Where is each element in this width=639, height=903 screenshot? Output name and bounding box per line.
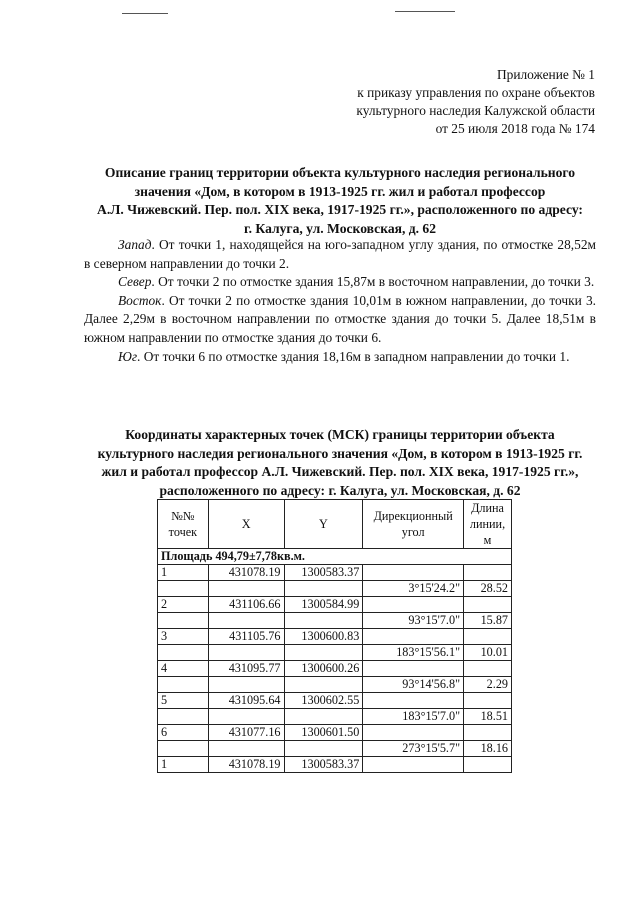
cell-point	[158, 581, 209, 597]
cell-y: 1300600.26	[284, 661, 363, 677]
header-point-line2: точек	[168, 525, 198, 539]
west-text: . От точки 1, находящейся на юго-западном углу здания, по отмостке 28,52м в северном направлении до точки 2.	[84, 237, 596, 271]
cell-angle	[363, 693, 464, 709]
cell-angle	[363, 725, 464, 741]
header-length-line3: м	[483, 533, 492, 547]
coordinates-table	[157, 499, 512, 773]
cell-x	[208, 613, 284, 629]
cell-point: 3	[158, 629, 209, 645]
cell-y: 1300602.55	[284, 693, 363, 709]
table-row	[158, 693, 512, 709]
cell-angle	[363, 597, 464, 613]
header-y: Y	[284, 500, 363, 549]
cell-angle	[363, 629, 464, 645]
title-line: г. Калуга, ул. Московская, д. 62	[243, 220, 437, 236]
header-length	[464, 500, 512, 549]
cell-angle: 3°15'24.2"	[363, 581, 464, 597]
cell-x: 431105.76	[208, 629, 284, 645]
cell-y	[284, 581, 363, 597]
cell-y	[284, 741, 363, 757]
cell-x: 431095.77	[208, 661, 284, 677]
cell-point	[158, 677, 209, 693]
north-paragraph	[84, 273, 596, 292]
cell-y	[284, 709, 363, 725]
cell-y: 1300600.83	[284, 629, 363, 645]
cell-point: 1	[158, 565, 209, 581]
south-label: Юг	[118, 348, 138, 364]
coords-title-line: расположенного по адресу: г. Калуга, ул. Московская, д. 62	[159, 482, 521, 498]
cell-length	[464, 597, 512, 613]
table-row	[158, 677, 512, 693]
cell-length	[464, 693, 512, 709]
cell-length: 18.51	[464, 709, 512, 725]
document-title	[70, 164, 610, 238]
area-row	[158, 549, 512, 565]
cell-length	[464, 565, 512, 581]
cell-y	[284, 645, 363, 661]
north-label: Север	[118, 274, 152, 290]
cell-x	[208, 645, 284, 661]
cell-point	[158, 613, 209, 629]
cell-length: 18.16	[464, 741, 512, 757]
header-length-line2: линии,	[469, 517, 506, 531]
cell-angle	[363, 565, 464, 581]
header-point-line1: №№	[171, 509, 195, 523]
cell-angle: 273°15'5.7"	[363, 741, 464, 757]
cell-x	[208, 741, 284, 757]
cell-x	[208, 709, 284, 725]
cell-angle: 183°15'56.1"	[363, 645, 464, 661]
cell-point: 2	[158, 597, 209, 613]
table-row	[158, 645, 512, 661]
cell-length	[464, 757, 512, 773]
coords-title-line: культурного наследия регионального значения «Дом, в котором в 1913-1925 гг.	[97, 445, 583, 461]
header-angle-line2: угол	[401, 525, 425, 539]
table-row	[158, 709, 512, 725]
cell-point	[158, 709, 209, 725]
cell-length: 15.87	[464, 613, 512, 629]
cell-x: 431078.19	[208, 757, 284, 773]
coordinates-title	[70, 426, 610, 500]
coords-title-line: Координаты характерных точек (МСК) границы территории объекта	[125, 427, 555, 442]
west-paragraph	[84, 236, 596, 273]
cell-x: 431095.64	[208, 693, 284, 709]
cell-angle: 93°14'56.8"	[363, 677, 464, 693]
table-row	[158, 565, 512, 581]
header-point	[158, 500, 209, 549]
title-line: значения «Дом, в котором в 1913-1925 гг. жил и работал профессор	[134, 183, 546, 199]
cell-y: 1300583.37	[284, 757, 363, 773]
south-paragraph	[84, 348, 596, 367]
cell-point: 5	[158, 693, 209, 709]
cell-angle: 93°15'7.0"	[363, 613, 464, 629]
south-text: . От точки 6 по отмостке здания 18,16м в западном направлении до точки 1.	[137, 348, 570, 364]
table-row	[158, 725, 512, 741]
cell-y: 1300583.37	[284, 565, 363, 581]
cell-length: 10.01	[464, 645, 512, 661]
scan-artifact-line-left	[122, 13, 168, 14]
title-line: А.Л. Чижевский. Пер. пол. XIX века, 1917-1925 гг.», расположенного по адресу:	[97, 202, 583, 217]
table-row	[158, 581, 512, 597]
table-row	[158, 757, 512, 773]
appendix-line: Приложение № 1	[496, 67, 595, 82]
cell-y	[284, 613, 363, 629]
cell-angle	[363, 661, 464, 677]
cell-length	[464, 661, 512, 677]
cell-point	[158, 645, 209, 661]
cell-x	[208, 677, 284, 693]
cell-length	[464, 629, 512, 645]
table-row	[158, 629, 512, 645]
header-length-line1: Длина	[471, 501, 504, 515]
appendix-line: от 25 июля 2018 года № 174	[435, 121, 595, 136]
header-angle	[363, 500, 464, 549]
cell-y: 1300601.50	[284, 725, 363, 741]
cell-y	[284, 677, 363, 693]
cell-x: 431106.66	[208, 597, 284, 613]
east-label: Восток	[118, 292, 162, 308]
appendix-header	[275, 66, 595, 138]
coords-title-line: жил и работал профессор А.Л. Чижевский. Пер. пол. XIX века, 1917-1925 гг.»,	[101, 464, 579, 479]
cell-length: 2.29	[464, 677, 512, 693]
boundary-description	[84, 236, 596, 366]
cell-x	[208, 581, 284, 597]
table-header-row	[158, 500, 512, 549]
appendix-line: культурного наследия Калужской области	[356, 103, 595, 118]
cell-point	[158, 741, 209, 757]
east-paragraph	[84, 292, 596, 348]
north-text: . От точки 2 по отмостке здания 15,87м в восточном направлении, до точки 3.	[151, 274, 595, 290]
table-row	[158, 661, 512, 677]
cell-point: 1	[158, 757, 209, 773]
east-text: . От точки 2 по отмостке здания 10,01м в южном направлении, до точки 3. Далее 2,29м в восточном направлении по отмостке здания до точки 5. Далее 18,51м в южном направлении по отмостке здания до точки 6.	[84, 292, 596, 345]
header-angle-line1: Дирекционный	[373, 509, 453, 523]
cell-length: 28.52	[464, 581, 512, 597]
area-cell: Площадь 494,79±7,78кв.м.	[158, 549, 512, 565]
west-label: Запад	[118, 237, 152, 252]
cell-angle	[363, 757, 464, 773]
cell-x: 431078.19	[208, 565, 284, 581]
table-row	[158, 613, 512, 629]
cell-length	[464, 725, 512, 741]
title-line: Описание границ территории объекта культурного наследия регионального	[104, 165, 576, 180]
cell-point: 4	[158, 661, 209, 677]
scan-artifact-line-right	[395, 11, 455, 12]
table-row	[158, 597, 512, 613]
cell-x: 431077.16	[208, 725, 284, 741]
cell-point: 6	[158, 725, 209, 741]
header-x: X	[208, 500, 284, 549]
cell-y: 1300584.99	[284, 597, 363, 613]
table-row	[158, 741, 512, 757]
appendix-line: к приказу управления по охране объектов	[357, 85, 595, 100]
cell-angle: 183°15'7.0"	[363, 709, 464, 725]
